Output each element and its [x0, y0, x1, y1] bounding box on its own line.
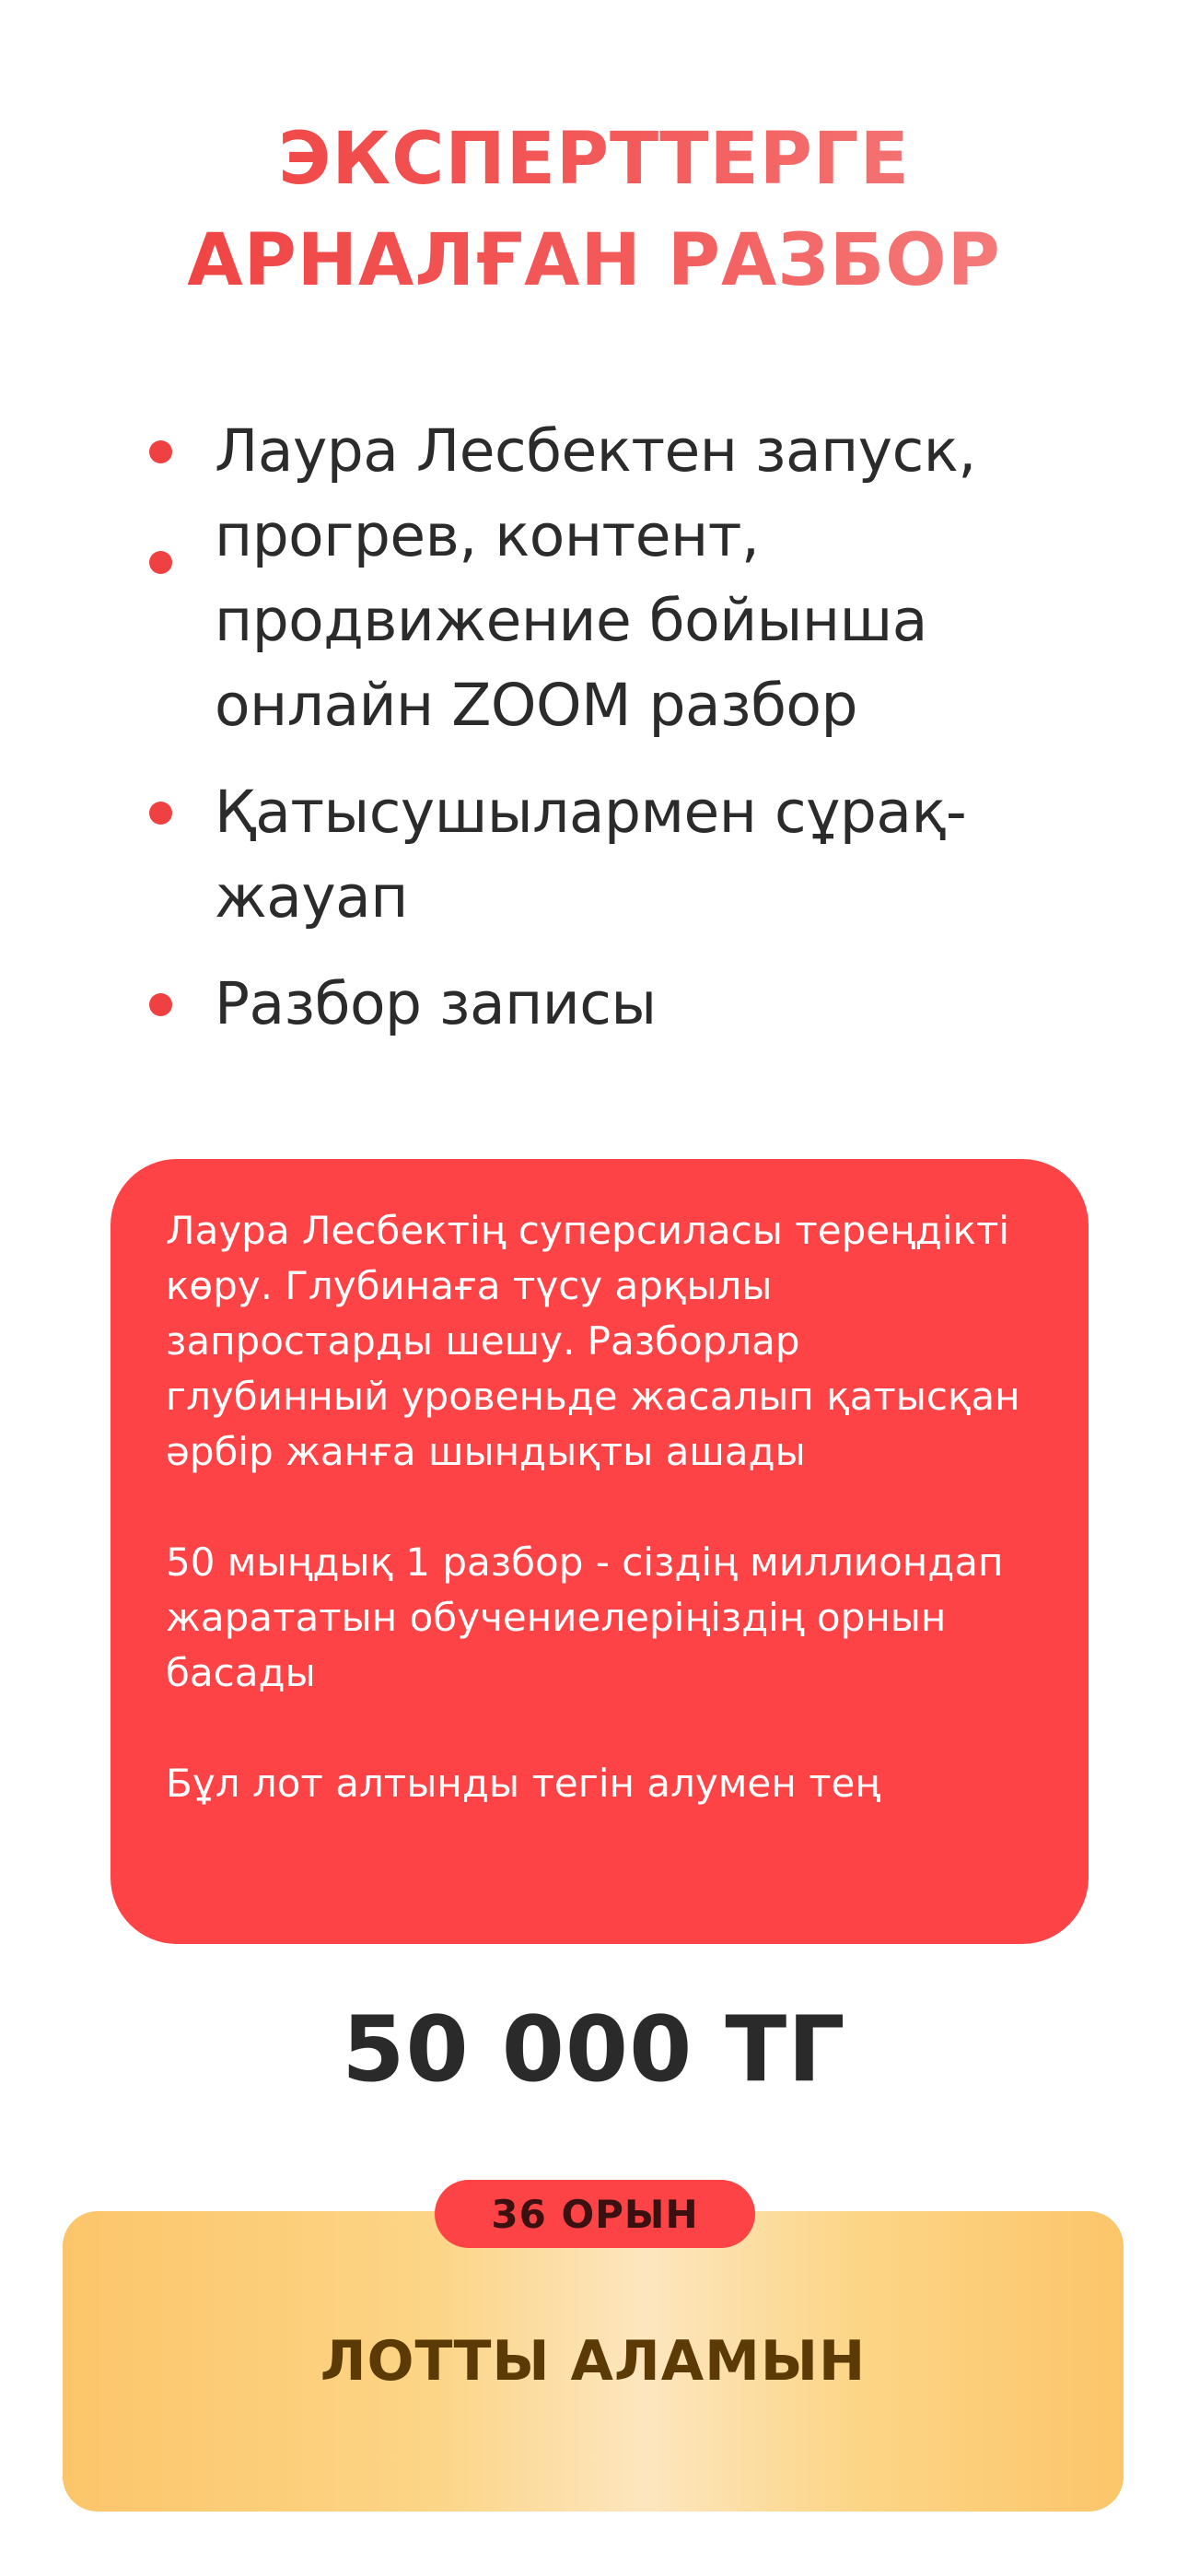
feature-text: Лаура Лесбектен запуск, прогрев, контент, продвижение бойынша онлайн ZOOM разбор: [215, 417, 976, 739]
feature-item: [147, 962, 1087, 1047]
bullet-dot-icon: [149, 440, 172, 463]
info-paragraph: Лаура Лесбектің суперсиласы тереңдікті көру. Глубинаға түсу арқылы запростарды шешу. Разборлар глубинный уровеньде жасалып қатысқан әрбір жанға шындықты ашады: [166, 1208, 1020, 1474]
feature-list: [147, 409, 1087, 1069]
feature-text: Разбор записы: [215, 970, 657, 1037]
page-title: [0, 109, 1188, 311]
page-title-line-2: АРНАЛҒАН РАЗБОР: [187, 219, 1001, 302]
feature-item: [147, 409, 1087, 748]
bullet-dot-icon: [149, 993, 172, 1016]
seats-badge-label: 36 ОРЫН: [491, 2191, 699, 2237]
feature-text: Қатысушылармен сұрақ-жауап: [215, 779, 967, 931]
buy-lot-button[interactable]: [63, 2211, 1124, 2512]
bullet-dot-icon: [149, 802, 172, 825]
info-paragraph: Бұл лот алтынды тегін алумен тең: [166, 1761, 881, 1806]
info-card: [111, 1159, 1089, 1944]
seats-badge: [435, 2180, 755, 2248]
buy-lot-button-label: ЛОТТЫ АЛАМЫН: [320, 2329, 867, 2394]
info-paragraph: 50 мыңдық 1 разбор - сіздің миллиондап жарататын обучениелеріңіздің орнын басады: [166, 1540, 1004, 1695]
price-label: 50 000 ТГ: [342, 1997, 846, 2102]
bullet-dot-icon: [149, 551, 172, 574]
feature-item: [147, 770, 1087, 940]
page-title-line-1: ЭКСПЕРТТЕРГЕ: [278, 118, 910, 201]
